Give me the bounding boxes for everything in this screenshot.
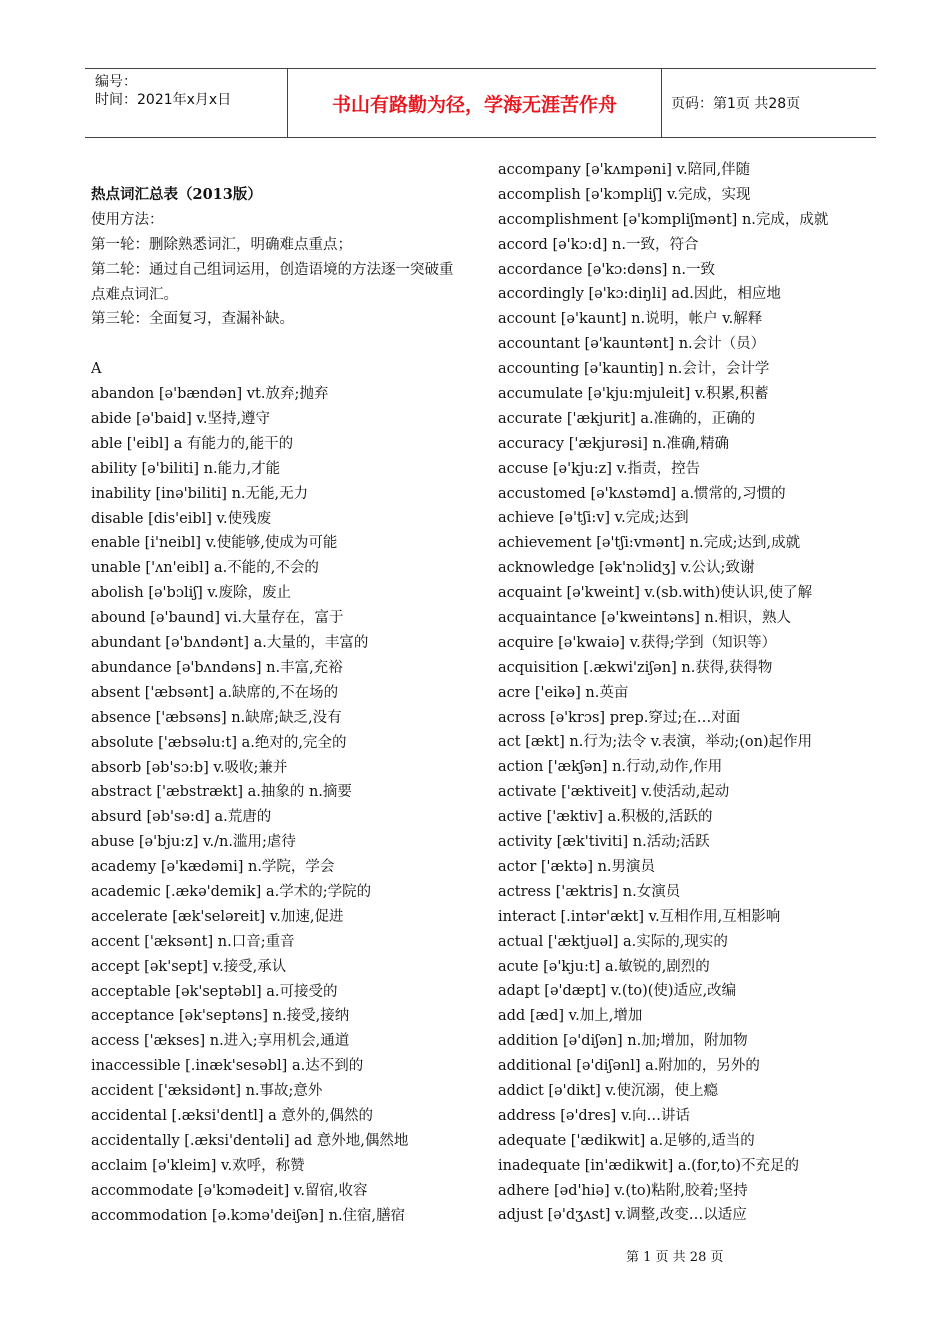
vocab-entry: abide [ə'baid] v.坚持,遵守 [91,411,271,428]
vocab-entry: absolute ['æbsəlu:t] a.绝对的,完全的 [91,734,347,751]
vocab-entry: accomplish [ə'kɔmpliʃ] v.完成，实现 [498,186,751,203]
vocab-entry: unable ['ʌn'eibl] a.不能的,不会的 [91,560,319,577]
vocab-entry: absurd [əb'sə:d] a.荒唐的 [91,809,272,826]
vocab-entry: address [ə'dres] v.向…讲话 [498,1107,691,1124]
vocab-entry: acclaim [ə'kleim] v.欢呼，称赞 [91,1157,305,1174]
vocab-entry: accuracy ['ækjurəsi] n.准确,精确 [498,435,730,452]
header-right-cell [661,69,876,137]
vocab-entry: achieve [ə'tʃi:v] v.完成;达到 [498,510,689,527]
vocab-entry: inability [inə'biliti] n.无能,无力 [91,485,309,502]
vocab-entry: absence ['æbsəns] n.缺席;缺乏,没有 [91,709,342,726]
vocab-entry: acquaintance [ə'kweintəns] n.相识，熟人 [498,610,792,627]
vocab-entry: abolish [ə'bɔliʃ] v.废除，废止 [91,585,292,602]
vocab-entry: accept [ək'sept] v.接受,承认 [91,958,287,975]
vocab-entry: accumulate [ə'kju:mjuleit] v.积累,积蓄 [498,386,769,403]
vocab-entry: accustomed [ə'kʌstəmd] a.惯常的,习惯的 [498,485,786,502]
vocab-entry: additional [ə'diʃənl] a.附加的，另外的 [498,1058,760,1075]
vocab-entry: accelerate [æk'seləreit] v.加速,促进 [91,908,344,925]
vocab-entry: abundance [ə'bʌndəns] n.丰富,充裕 [91,659,343,676]
vocab-entry: actual ['æktjuəl] a.实际的,现实的 [498,933,728,950]
vocab-entry: acceptable [ək'septəbl] a.可接受的 [91,983,338,1000]
vocab-entry: accord [ə'kɔ:d] n.一致，符合 [498,236,699,253]
vocab-entry: active ['æktiv] a.积极的,活跃的 [498,809,713,826]
vocab-entry: academic [.ækə'demik] a.学术的;学院的 [91,883,372,900]
vocab-entry: accidentally [.æksi'dentəli] ad 意外地,偶然地 [91,1132,409,1149]
vocab-entry: actor ['æktə] n.男演员 [498,858,656,875]
vocab-entry: adhere [əd'hiə] v.(to)粘附,胶着;坚持 [498,1182,748,1199]
vocab-entry: acute [ə'kju:t] a.敏锐的,剧烈的 [498,958,710,975]
vocab-entry: accomplishment [ə'kɔmpliʃmənt] n.完成，成就 [498,211,829,228]
vocab-entry: inadequate [in'ædikwit] a.(for,to)不充足的 [498,1157,800,1174]
vocab-entry: able ['eibl] a 有能力的,能干的 [91,435,294,452]
page-number-label: 页码：第1页 共28页 [671,96,801,112]
vocab-entry: accuse [ə'kju:z] v.指责，控告 [498,460,701,477]
serial-label: 编号： [95,74,137,90]
vocab-entry: absent ['æbsənt] a.缺席的,不在场的 [91,684,339,701]
vocab-entry: academy [ə'kædəmi] n.学院，学会 [91,859,335,876]
vocab-entry: accidental [.æksi'dentl] a 意外的,偶然的 [91,1107,373,1124]
vocab-entry: activity [æk'tiviti] n.活动;活跃 [498,834,710,851]
section-letter: A [91,361,102,378]
vocab-entry: acknowledge [ək'nɔlidʒ] v.公认;致谢 [498,560,755,577]
vocab-entry: enable [i'neibl] v.使能够,使成为可能 [91,535,338,552]
vocab-entry: accounting [ə'kauntiŋ] n.会计，会计学 [498,361,770,378]
usage-round-3: 第三轮：全面复习，查漏补缺。 [91,311,294,328]
vocab-entry: addict [ə'dikt] v.使沉溺，使上瘾 [498,1082,719,1099]
vocab-entry: inaccessible [.inæk'sesəbl] a.达不到的 [91,1058,364,1075]
vocab-entry: actress ['æktris] n.女演员 [498,883,681,900]
usage-label: 使用方法： [91,211,164,228]
vocab-entry: accountant [ə'kauntənt] n.会计（员） [498,336,766,353]
vocab-entry: abound [ə'baund] vi.大量存在，富于 [91,610,344,627]
vocab-entry: adequate ['ædikwit] a.足够的,适当的 [498,1132,755,1149]
vocab-entry: interact [.intər'ækt] v.互相作用,互相影响 [498,908,781,925]
header-left-cell [85,69,287,137]
left-column [91,183,471,1228]
vocab-entry: acre ['eikə] n.英亩 [498,684,629,701]
header-middle-cell [287,69,662,137]
vocab-entry: account [ə'kaunt] n.说明，帐户 v.解释 [498,311,763,328]
usage-round-1: 第一轮：删除熟悉词汇，明确难点重点； [91,236,352,253]
vocab-entry: adjust [ə'dʒʌst] v.调整,改变…以适应 [498,1207,747,1224]
right-entry-list [498,158,898,1228]
vocab-entry: accompany [ə'kʌmpəni] v.陪同,伴随 [498,162,751,178]
vocab-entry: ability [ə'biliti] n.能力,才能 [91,460,281,477]
left-entry-list [91,382,471,1228]
vocab-entry: accident ['æksidənt] n.事故;意外 [91,1083,323,1100]
page-footer: 第 1 页 共 28 页 [626,1250,724,1265]
date-label: 时间：2021年x月x日 [95,92,232,108]
vocab-entry: disable [dis'eibl] v.使残废 [91,510,272,527]
spacer [91,332,471,357]
page-header [85,68,876,138]
vocab-entry: acquisition [.ækwi'ziʃən] n.获得,获得物 [498,659,773,676]
vocab-entry: addition [ə'diʃən] n.加;增加，附加物 [498,1033,748,1050]
vocab-entry: accordingly [ə'kɔ:diŋli] ad.因此，相应地 [498,286,781,303]
document-title: 热点词汇总表（2013版） [91,186,262,203]
motto-text: 书山有路勤为径，学海无涯苦作舟 [331,93,617,116]
vocab-entry: adapt [ə'dæpt] v.(to)(使)适应,改编 [498,983,737,1000]
vocab-entry: action ['ækʃən] n.行动,动作,作用 [498,759,723,776]
vocab-entry: accommodate [ə'kɔmədeit] v.留宿,收容 [91,1182,368,1199]
vocab-entry: achievement [ə'tʃi:vmənt] n.完成;达到,成就 [498,535,801,552]
vocab-entry: abundant [ə'bʌndənt] a.大量的，丰富的 [91,635,369,652]
vocab-entry: act [ækt] n.行为;法令 v.表演，举动;(on)起作用 [498,734,813,751]
vocab-entry: abuse [ə'bju:z] v./n.滥用;虐待 [91,834,296,851]
vocab-entry: acquaint [ə'kweint] v.(sb.with)使认识,使了解 [498,585,813,602]
vocab-entry: abandon [ə'bændən] vt.放弃;抛弃 [91,386,329,403]
vocab-entry: access ['ækses] n.进入;享用机会,通道 [91,1033,350,1050]
vocab-entry: acceptance [ək'septəns] n.接受,接纳 [91,1008,350,1025]
vocab-entry: accurate ['ækjurit] a.准确的，正确的 [498,410,756,427]
vocab-entry: accent ['æksənt] n.口音;重音 [91,933,295,950]
vocab-entry: accommodation [ə.kɔmə'deiʃən] n.住宿,膳宿 [91,1207,406,1224]
vocab-entry: add [æd] v.加上,增加 [498,1008,643,1025]
vocab-entry: acquire [ə'kwaiə] v.获得;学到（知识等） [498,634,777,651]
vocab-entry: across [ə'krɔs] prep.穿过;在…对面 [498,709,741,726]
right-column [498,158,898,1228]
vocab-entry: activate ['æktiveit] v.使活动,起动 [498,784,730,801]
usage-round-2: 第二轮：通过自己组词运用，创造语境的方法逐一突破重点难点词汇。 [91,261,454,303]
vocab-entry: accordance [ə'kɔ:dəns] n.一致 [498,261,715,278]
vocab-entry: abstract ['æbstrækt] a.抽象的 n.摘要 [91,784,352,801]
vocab-entry: absorb [əb'sɔ:b] v.吸收;兼并 [91,759,288,776]
